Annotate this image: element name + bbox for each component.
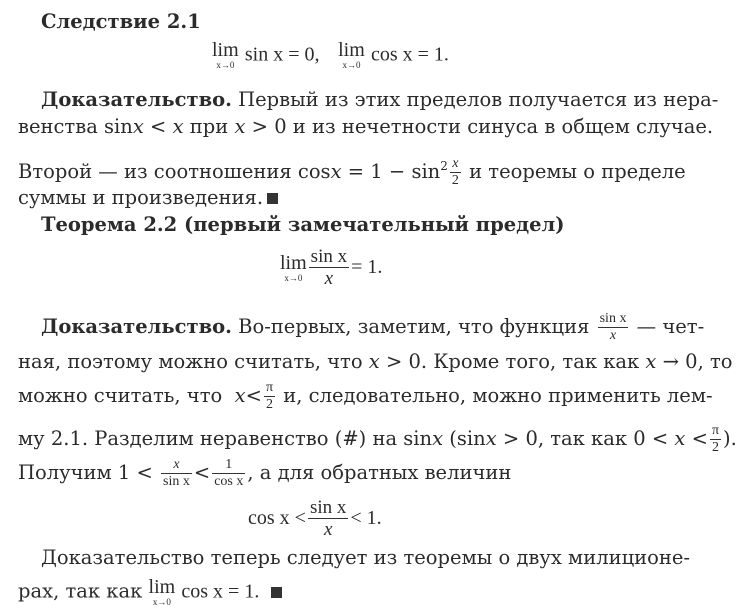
proof1-line2: венства sinx < x при x > 0 и из нечетности синуса в общем случае. xyxy=(18,115,714,138)
fraction-sinx-over-x: $\frac{\text{sin x}}{x}$ xyxy=(599,311,627,343)
proof1-line3: Второй — из соотношения $\cos x = 1 - \sin^2$ $\frac{x}{2}$ и теоремы о пределе xyxy=(18,156,686,188)
qed-square-icon xyxy=(271,587,282,598)
proof1-line1: Доказательство. Первый из этих пределов получается из нера- xyxy=(41,88,719,111)
proof-label: Доказательство. xyxy=(41,315,232,338)
fraction-pi-over-2: $\frac{\pi}{2}$ xyxy=(711,423,720,455)
fraction-sinx-over-x: $\frac{\text{sin x}}{x}$ xyxy=(309,497,347,540)
proof2-line1: Доказательство. Во-первых, заметим, что функция $\frac{\text{sin x}}{x}$ — чет- xyxy=(41,311,705,343)
formula-sin: sin x = 0, xyxy=(244,43,320,66)
proof1-line4: суммы и произведения. xyxy=(18,186,278,210)
fraction-x-over-2: $\frac{x}{2}$ xyxy=(451,156,459,188)
limit-operator: lim x→0 xyxy=(212,39,239,70)
limit-operator: lim x→0 xyxy=(338,39,365,70)
qed-square-icon xyxy=(267,193,278,204)
proof2-line8: рах, так как lim x→0 cos x = 1. xyxy=(18,577,282,607)
fraction-pi-over-2: $\frac{\pi}{2}$ xyxy=(265,380,274,412)
limit-operator: lim x→0 xyxy=(280,251,307,283)
formula-cos: cos x = 1. xyxy=(370,43,449,66)
proof-label: Доказательство. xyxy=(41,88,232,111)
theorem-heading: Теорема 2.2 (первый замечательный предел) xyxy=(41,213,565,236)
fraction-x-over-sinx: $\frac{x}{\text{sin x}}$ xyxy=(163,457,190,489)
proof2-line3: можно считать, что x< $\frac{\pi}{2}$ и, следовательно, можно применить лем- xyxy=(18,380,713,412)
proof2-line4: му 2.1. Разделим неравенство (#) на sinx (sinx > 0, так как 0 < x < $\frac{\pi}{2}$ ). xyxy=(18,423,737,455)
reciprocal-inequality: cos x < $\frac{\text{sin x}}{x}$ < 1. xyxy=(248,497,382,540)
limit-operator: lim x→0 xyxy=(148,576,176,607)
theorem-formula: lim x→0 $\frac{\text{sin x}}{x}$ = 1. xyxy=(280,246,383,289)
fraction-1-over-cosx: $\frac{1}{\text{cos x}}$ xyxy=(214,457,244,489)
corollary-formula xyxy=(212,40,449,70)
proof2-line5: Получим 1 < $\frac{x}{\text{sin x}}$ < $\frac{1}{\text{cos x}}$ , а для обратных величин xyxy=(18,457,512,489)
proof2-line7: Доказательство теперь следует из теоремы о двух милиционе- xyxy=(41,546,690,569)
corollary-heading: Следствие 2.1 xyxy=(41,10,201,33)
fraction-sinx-over-x: $\frac{\text{sin x}}{x}$ xyxy=(310,246,348,289)
proof2-line2: ная, поэтому можно считать, что x > 0. Кроме того, так как x → 0, то xyxy=(18,350,733,373)
